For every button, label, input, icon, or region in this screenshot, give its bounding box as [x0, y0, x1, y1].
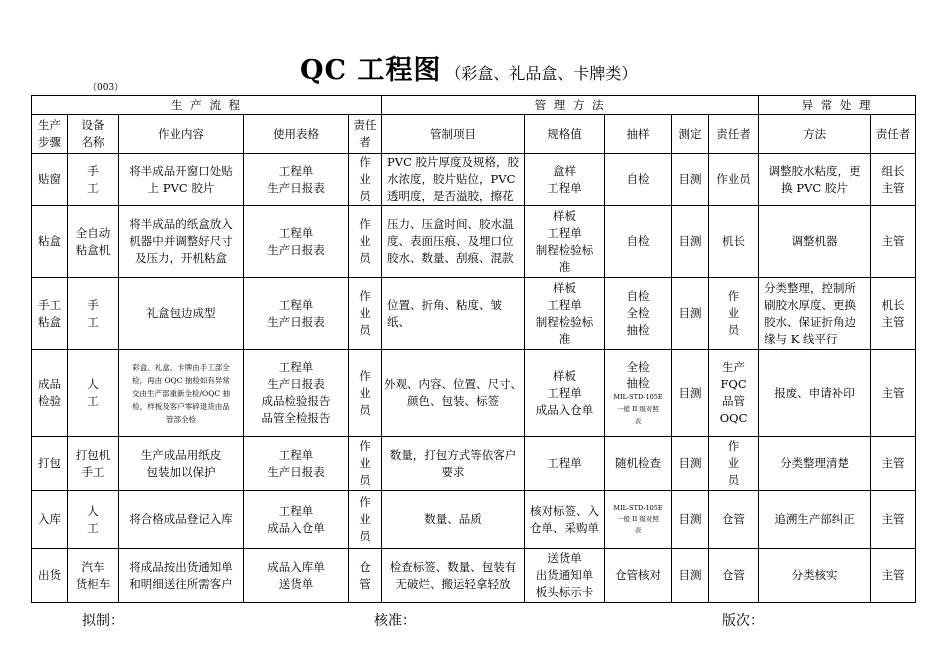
cell-items: 压力、压盒时间、胶水温 度、表面压痕、及埋口位 胶水、数量、刮痕、混款 [382, 206, 525, 278]
cell-sampling [605, 350, 672, 437]
table-row [32, 350, 916, 437]
sampling-standard-note: MIL-STD-105E 一般 II 级对照 表 [613, 393, 663, 425]
table-row [32, 154, 916, 206]
table-row [32, 278, 916, 350]
cell-owner: 作 业 员 [349, 437, 382, 491]
cell-owner2: 主管 [871, 491, 916, 549]
cell-spec: 样板 工程单 制程检验标 准 [525, 206, 605, 278]
cell-method: 追溯生产部纠正 [759, 491, 871, 549]
title-subtitle: （彩盒、礼品盒、卡牌类） [445, 64, 638, 83]
section-production-flow: 生 产 流 程 [32, 96, 382, 115]
cell-forms: 工程单 生产日报表 [244, 154, 349, 206]
header-step: 生产 步骤 [32, 115, 68, 154]
cell-items: 数量，打包方式等依客户 要求 [382, 437, 525, 491]
cell-measure: 目测 [672, 437, 709, 491]
cell-equipment: 手 工 [68, 154, 119, 206]
cell-equipment: 全自动 粘盒机 [68, 206, 119, 278]
cell-forms: 工程单 生产日报表 [244, 206, 349, 278]
cell-owner2: 主管 [871, 549, 916, 603]
cell-owner: 作 业 员 [349, 206, 382, 278]
cell-responsible: 仓管 [709, 491, 759, 549]
cell-measure: 目测 [672, 350, 709, 437]
cell-measure: 目测 [672, 549, 709, 603]
cell-content: 将成品按出货通知单 和明细送往所需客户 [119, 549, 244, 603]
cell-forms: 成品入库单 送货单 [244, 549, 349, 603]
cell-owner2: 组长 主管 [871, 154, 916, 206]
cell-owner2: 主管 [871, 437, 916, 491]
cell-sampling: 仓管核对 [605, 549, 672, 603]
header-measure: 测定 [672, 115, 709, 154]
qc-table [31, 95, 916, 603]
cell-owner: 作 业 员 [349, 278, 382, 350]
cell-owner: 作 业 员 [349, 491, 382, 549]
cell-responsible: 机长 [709, 206, 759, 278]
cell-step: 出货 [32, 549, 68, 603]
cell-owner2: 主管 [871, 350, 916, 437]
document-code: （003） [88, 83, 124, 93]
cell-step: 入库 [32, 491, 68, 549]
cell-owner2: 主管 [871, 206, 916, 278]
cell-equipment: 手 工 [68, 278, 119, 350]
table-row [32, 549, 916, 603]
cell-spec: 盒样 工程单 [525, 154, 605, 206]
cell-owner: 作 业 员 [349, 350, 382, 437]
cell-items: PVC 胶片厚度及规格，胶 水浓度，胶片贴位，PVC 透明度，是否溢胶，擦花 [382, 154, 525, 206]
header-forms: 使用表格 [244, 115, 349, 154]
cell-spec: 送货单 出货通知单 板头标示卡 [525, 549, 605, 603]
cell-spec: 核对标签、入 仓单、采购单 [525, 491, 605, 549]
section-exception-handling: 异 常 处 理 [759, 96, 916, 115]
header-equipment: 设备 名称 [68, 115, 119, 154]
cell-forms: 工程单 成品入仓单 [244, 491, 349, 549]
cell-forms: 工程单 生产日报表 [244, 437, 349, 491]
header-items: 管制项目 [382, 115, 525, 154]
header-owner2: 责任者 [871, 115, 916, 154]
cell-measure: 目测 [672, 491, 709, 549]
table-row [32, 437, 916, 491]
cell-method: 分类整理清楚 [759, 437, 871, 491]
cell-content: 生产成品用纸皮 包装加以保护 [119, 437, 244, 491]
cell-spec: 工程单 [525, 437, 605, 491]
cell-step: 手工 粘盒 [32, 278, 68, 350]
cell-spec: 样板 工程单 制程检验标 准 [525, 278, 605, 350]
table-row [32, 491, 916, 549]
cell-method: 分类整理，控制所 刷胶水厚度、更换 胶水、保证折角边 缘与 K 线平行 [759, 278, 871, 350]
header-owner: 责任 者 [349, 115, 382, 154]
header-method: 方法 [759, 115, 871, 154]
sampling-text: 全检 抽检 [626, 360, 650, 390]
cell-responsible: 生产 FQC 品管 OQC [709, 350, 759, 437]
cell-measure: 目测 [672, 278, 709, 350]
cell-content: 礼盒包边成型 [119, 278, 244, 350]
cell-method: 报废、申请补印 [759, 350, 871, 437]
cell-sampling-note: MIL-STD-105E 一般 II 级对照 表 [605, 491, 672, 549]
footer-drafted: 拟制： [82, 613, 124, 629]
table-row [32, 206, 916, 278]
cell-items: 位置、折角、粘度、皱纸、 [382, 278, 525, 350]
cell-responsible: 作 业 员 [709, 437, 759, 491]
cell-content: 将半成品的纸盒放入 机器中并调整好尺寸 及压力，开机粘盒 [119, 206, 244, 278]
footer-approved: 核准： [374, 613, 416, 629]
cell-responsible: 作 业 员 [709, 278, 759, 350]
cell-items: 外观、内容、位置、尺寸、 颜色、包装、标签 [382, 350, 525, 437]
cell-owner: 作 业 员 [349, 154, 382, 206]
cell-sampling: 自检 全检 抽检 [605, 278, 672, 350]
cell-equipment: 打包机 手工 [68, 437, 119, 491]
cell-measure: 目测 [672, 154, 709, 206]
cell-method: 调整胶水粘度，更 换 PVC 胶片 [759, 154, 871, 206]
cell-step: 贴窗 [32, 154, 68, 206]
cell-method: 调整机器 [759, 206, 871, 278]
cell-sampling: 随机检查 [605, 437, 672, 491]
cell-items: 检查标签、数量、包装有 无破烂、搬运轻拿轻放 [382, 549, 525, 603]
cell-responsible: 作业员 [709, 154, 759, 206]
cell-responsible: 仓管 [709, 549, 759, 603]
cell-owner2: 机长 主管 [871, 278, 916, 350]
column-header-row [32, 115, 916, 154]
cell-content: 彩盒、礼盒、卡牌由手工部全 检，再由 OQC 抽检如有异常 交由生产部重新全检/OQC 抽 检，样板及客户零碎退货由品 管部全检 [119, 350, 244, 437]
cell-sampling: 自检 [605, 206, 672, 278]
cell-measure: 目测 [672, 206, 709, 278]
cell-sampling: 自检 [605, 154, 672, 206]
header-spec: 规格值 [525, 115, 605, 154]
section-header-row [32, 96, 916, 115]
document-title [300, 48, 637, 87]
header-responsible: 责任者 [709, 115, 759, 154]
header-content: 作业内容 [119, 115, 244, 154]
cell-equipment: 人 工 [68, 491, 119, 549]
cell-step: 打包 [32, 437, 68, 491]
cell-spec: 样板 工程单 成品入仓单 [525, 350, 605, 437]
cell-owner: 仓 管 [349, 549, 382, 603]
cell-forms: 工程单 生产日报表 [244, 278, 349, 350]
cell-items: 数量、品质 [382, 491, 525, 549]
cell-content: 将半成品开窗口处贴 上 PVC 胶片 [119, 154, 244, 206]
header-sampling: 抽样 [605, 115, 672, 154]
cell-step: 粘盒 [32, 206, 68, 278]
cell-equipment: 人 工 [68, 350, 119, 437]
footer-version: 版次： [722, 613, 764, 629]
cell-forms: 工程单 生产日报表 成品检验报告 品管全检报告 [244, 350, 349, 437]
cell-equipment: 汽车 货柜车 [68, 549, 119, 603]
cell-step: 成品 检验 [32, 350, 68, 437]
title-main: QC 工程图 [300, 55, 442, 86]
section-management-method: 管 理 方 法 [382, 96, 759, 115]
cell-content: 将合格成品登记入库 [119, 491, 244, 549]
cell-method: 分类核实 [759, 549, 871, 603]
